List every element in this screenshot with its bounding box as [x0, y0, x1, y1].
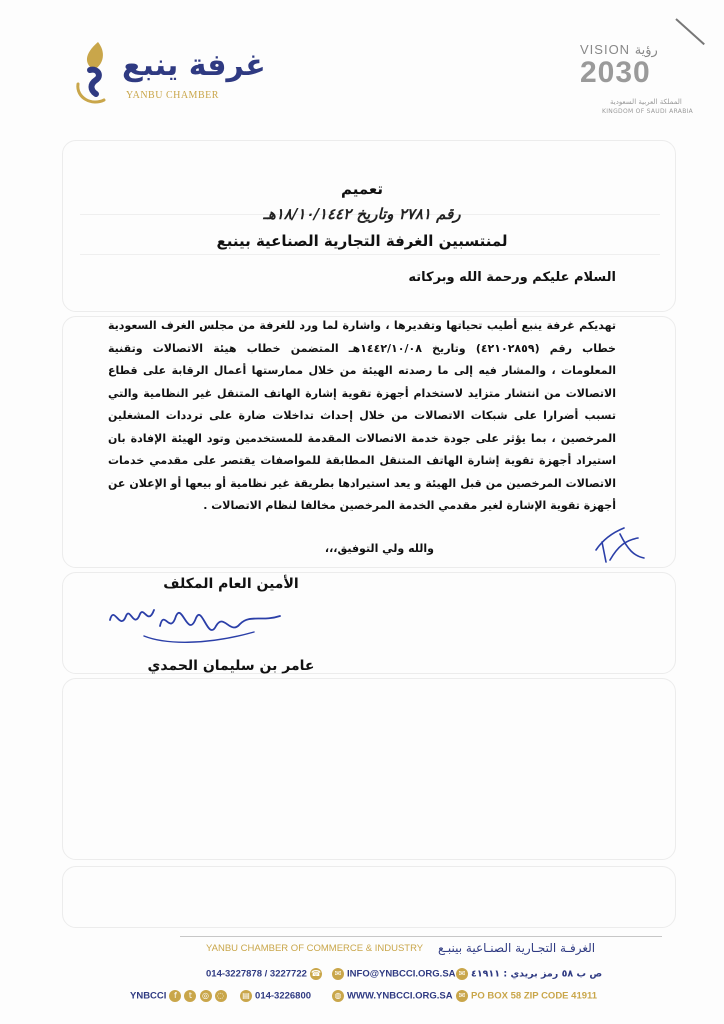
reference-number-date: رقم ٢٧٨١ وتاريخ ١٨/١٠/١٤٤٢هـ — [263, 205, 461, 223]
snapchat-icon[interactable]: ◌ — [215, 990, 227, 1002]
show-through-box-5 — [62, 866, 676, 928]
footer-po-arabic — [456, 968, 602, 980]
twitter-icon[interactable]: t — [184, 990, 196, 1002]
footer-social — [130, 990, 227, 1002]
mailbox-icon: ✉ — [456, 968, 468, 980]
footer-fax — [240, 990, 311, 1002]
vision-arabic-caption: المملكة العربية السعودية — [610, 98, 682, 106]
footer-name-arabic: الغرفـة التجـارية الصنـاعية بينبـع — [438, 941, 596, 955]
closing-line: والله ولي التوفيق،،، — [324, 542, 434, 555]
show-through-box-1 — [62, 140, 676, 312]
fax-icon: ▤ — [240, 990, 252, 1002]
chamber-logo-english: YANBU CHAMBER — [126, 90, 219, 101]
social-handle: YNBCCI — [130, 990, 167, 1002]
letter-title: تعميم — [340, 180, 384, 198]
footer-email — [332, 968, 456, 980]
chamber-logo-arabic: غرفة ينبع — [122, 48, 266, 83]
footer-name-english: YANBU CHAMBER OF COMMERCE & INDUSTRY — [206, 943, 424, 954]
fax-number: 014-3226800 — [255, 990, 312, 1002]
show-through-line — [80, 254, 660, 255]
vision-2030-logo — [540, 38, 694, 115]
footer-phone — [206, 968, 322, 980]
initials-scribble-icon — [590, 520, 650, 570]
email-address[interactable]: INFO@YNBCCI.ORG.SA — [347, 968, 456, 980]
footer-po-english — [456, 990, 597, 1002]
signatory-name: عامر بن سليمان الحمدي — [147, 658, 315, 674]
facebook-icon[interactable]: f — [169, 990, 181, 1002]
signatory-title: الأمين العام المكلف — [163, 576, 299, 592]
website-url[interactable]: WWW.YNBCCI.ORG.SA — [347, 990, 453, 1002]
footer-website — [332, 990, 453, 1002]
letter-reference — [0, 205, 724, 223]
vision-english-caption: KINGDOM OF SAUDI ARABIA — [602, 108, 694, 115]
phone-icon: ☎ — [310, 969, 321, 978]
chamber-logo — [68, 40, 266, 110]
show-through-box-4 — [62, 678, 676, 860]
po-box-arabic: ص ب ٥٨ رمز بريدي : ٤١٩١١ — [471, 968, 603, 980]
phone-number: 014-3227878 / 3227722 — [206, 968, 307, 980]
greeting: السلام عليكم ورحمة الله وبركاته — [408, 270, 616, 285]
email-icon: ✉ — [332, 968, 344, 980]
footer-divider — [180, 936, 662, 937]
vision-year: 2030 — [580, 56, 651, 89]
globe-icon: ◍ — [332, 990, 344, 1002]
po-box-english: PO BOX 58 ZIP CODE 41911 — [471, 990, 598, 1002]
letter-body: تهديكم غرفة ينبع أطيب تحياتها وتقديرها ، واشارة لما ورد للغرفة من مجلس الغرف السعودية خطاب رقم (٤٢١٠٢٨٥٩) وتاريخ ١٤٤٢/١٠/٠٨هـ المتضمن خطاب هيئة الاتصالات وتقنية المعلومات ، والمشار فيه إلى ما رصدته الهيئة من خلال ممارستها أعمال الرقابة على قطاع الاتصالات من انتشار متزايد لاستخدام أجهزة تقوية إشارة الهاتف المتنقل غير النظامية والتي تسبب أضرارا على شبكات الاتصالات من خلال إحداث تداخلات ضارة على ترددات المشغلين المرخصين ، بما يؤثر على جودة خدمة الاتصالات المقدمة للمستخدمين وتود الهيئة الإفادة بان استيراد أجهزة تقوية إشارة الهاتف المتنقل المطابقة للمواصفات يقتصر على مقدمي خدمات الاتصالات المرخصين من قبل الهيئة و يعد استيرادها بطريقة غير نظامية أو بيعها أو الإعلان عن أجهزة تقوية الإشارة لغير مقدمي الخدمة المرخصين مخالفا لنظام الاتصالات . — [108, 319, 616, 512]
signature-icon — [104, 596, 294, 658]
instagram-icon[interactable]: ◎ — [200, 990, 212, 1002]
chamber-emblem-icon — [68, 40, 118, 106]
mailbox-icon: ✉ — [456, 990, 468, 1002]
letter-audience: لمنتسبين الغرفة التجارية الصناعية بينبع — [216, 232, 508, 250]
vision-label: VISION رؤية — [580, 42, 658, 57]
